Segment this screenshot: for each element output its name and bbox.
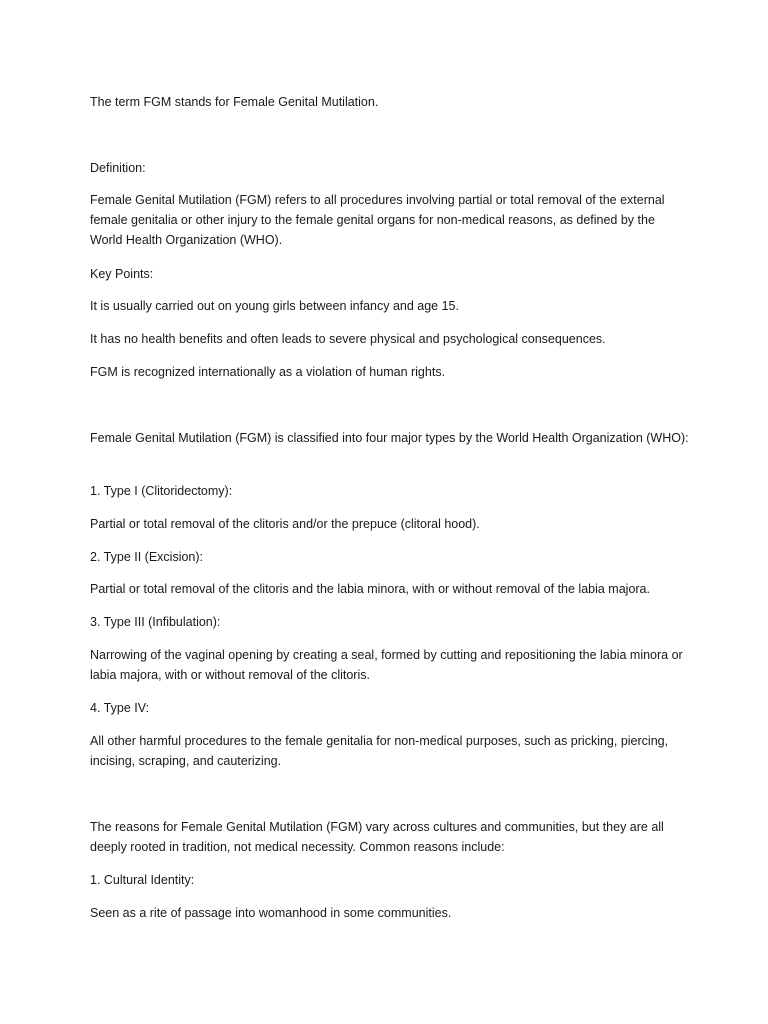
key-point-rights: FGM is recognized internationally as a violation of human rights. (90, 365, 446, 379)
type-3-description: Narrowing of the vaginal opening by creating a seal, formed by cutting and repositioning the labia minora or labia majora, with or without removal of the clitoris. (90, 648, 683, 682)
reason-1-heading: 1. Cultural Identity: (90, 873, 195, 887)
key-point-health: It has no health benefits and often leads to severe physical and psychological consequences. (90, 332, 606, 346)
reasons-intro-paragraph: The reasons for Female Genital Mutilation (FGM) vary across cultures and communities, but they are all deeply rooted in tradition, not medical necessity. Common reasons include: (90, 820, 664, 854)
definition-heading: Definition: (90, 161, 146, 175)
type-4-heading: 4. Type IV: (90, 701, 150, 715)
types-intro-paragraph: Female Genital Mutilation (FGM) is classified into four major types by the World Health Organization (WHO): (90, 431, 689, 445)
type-1-description: Partial or total removal of the clitoris and/or the prepuce (clitoral hood). (90, 517, 480, 531)
definition-paragraph: Female Genital Mutilation (FGM) refers to all procedures involving partial or total removal of the external female genitalia or other injury to the female genital organs for non-medical reasons, as defined by the World Health Organization (WHO). (90, 193, 665, 247)
type-4-description: All other harmful procedures to the female genitalia for non-medical purposes, such as pricking, piercing, incising, scraping, and cauterizing. (90, 734, 669, 768)
type-3-heading: 3. Type III (Infibulation): (90, 615, 221, 629)
type-2-heading: 2. Type II (Excision): (90, 550, 204, 564)
type-2-description: Partial or total removal of the clitoris and the labia minora, with or without removal of the labia majora. (90, 582, 650, 596)
key-points-heading: Key Points: (90, 267, 154, 281)
reason-1-description: Seen as a rite of passage into womanhood in some communities. (90, 906, 452, 920)
type-1-heading: 1. Type I (Clitoridectomy): (90, 484, 233, 498)
intro-sentence: The term FGM stands for Female Genital Mutilation. (90, 95, 379, 109)
key-point-age: It is usually carried out on young girls between infancy and age 15. (90, 299, 459, 313)
